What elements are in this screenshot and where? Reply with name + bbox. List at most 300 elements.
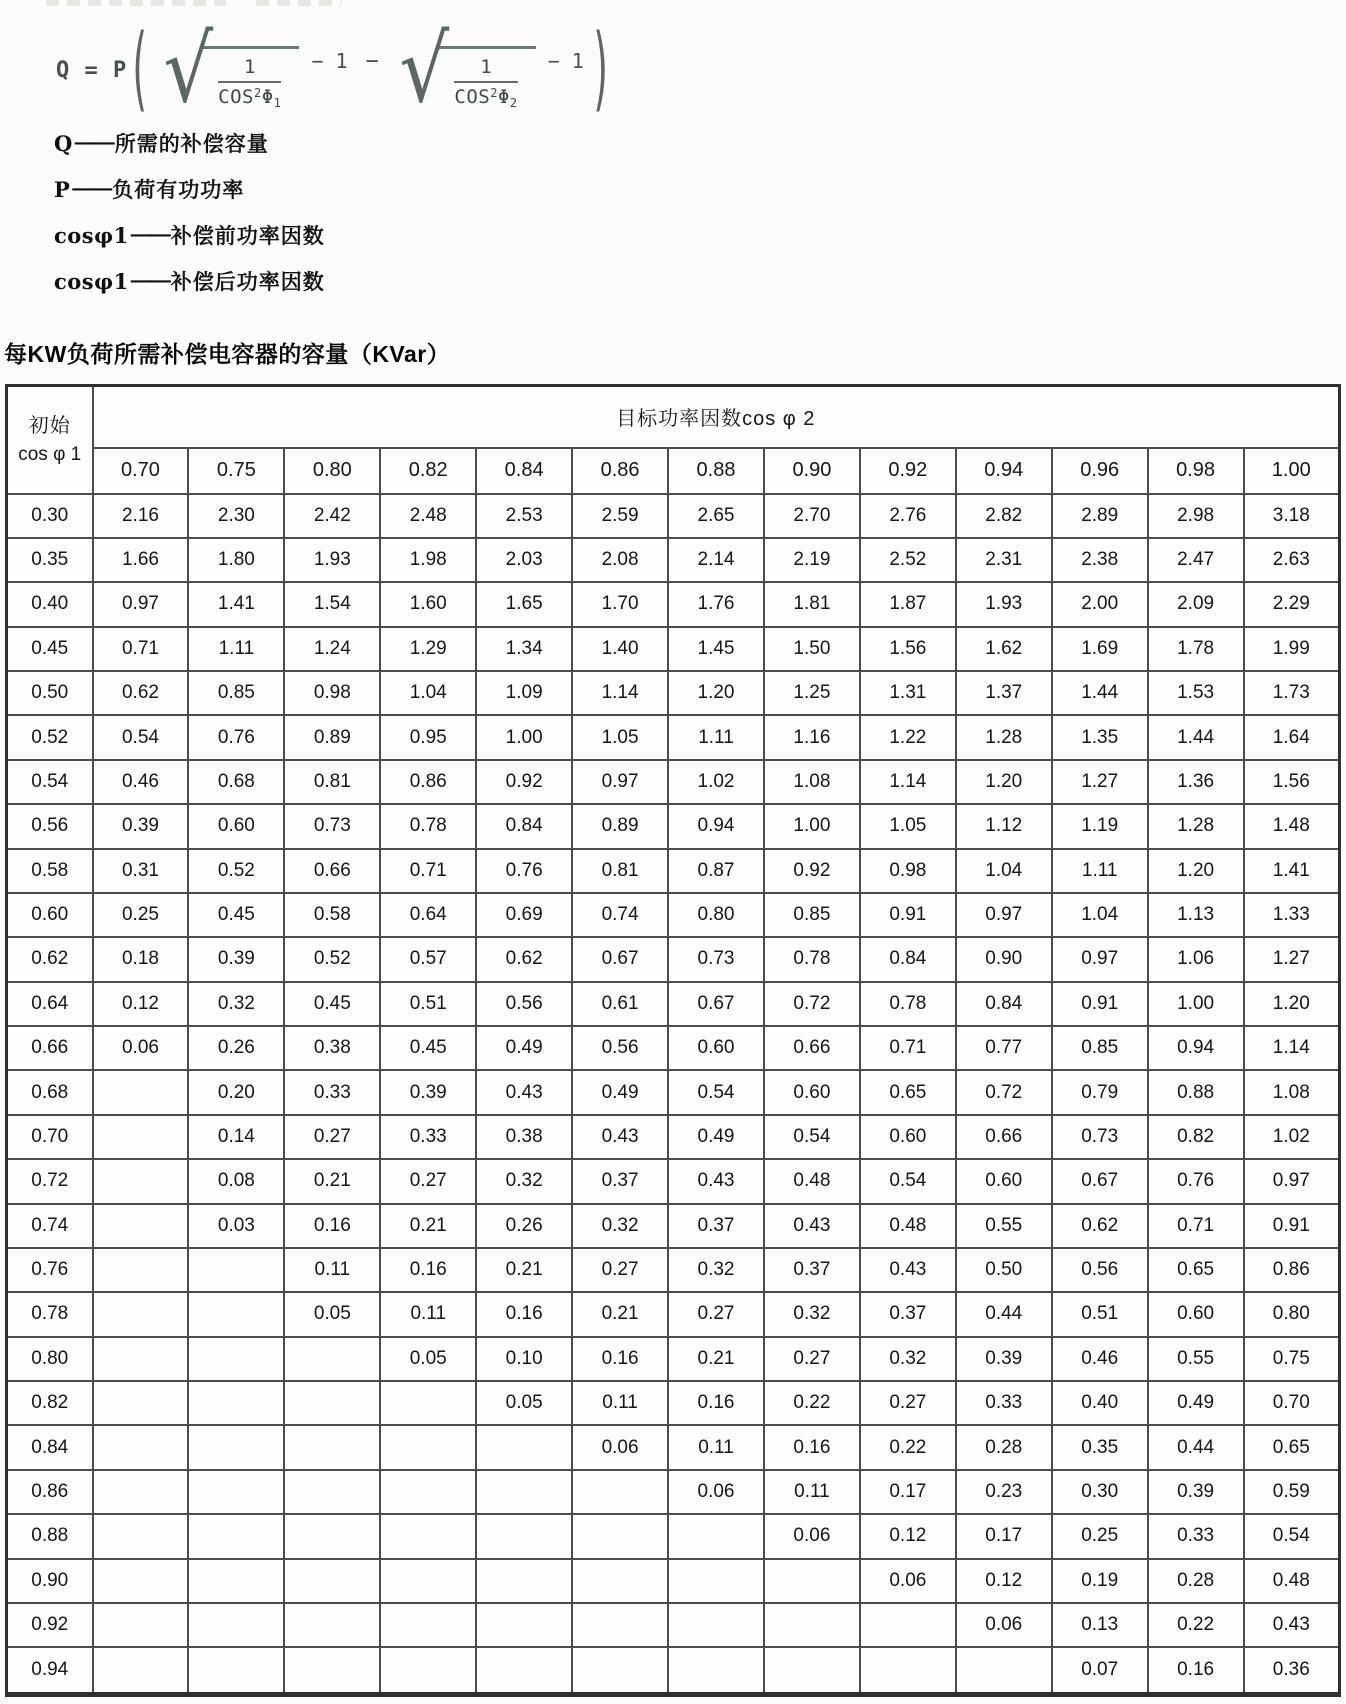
value-cell: 1.27 (1052, 760, 1148, 804)
value-cell: 0.92 (764, 849, 860, 893)
value-cell: 0.71 (93, 627, 189, 671)
value-cell: 1.37 (956, 671, 1052, 715)
value-cell: 1.56 (1244, 760, 1340, 804)
value-cell: 1.14 (1244, 1026, 1340, 1070)
table-row (7, 937, 1340, 981)
value-cell: 1.31 (860, 671, 956, 715)
value-cell (572, 1603, 668, 1647)
value-cell: 0.37 (572, 1159, 668, 1203)
value-cell: 0.60 (860, 1115, 956, 1159)
text-fragment (46, 0, 226, 6)
value-cell: 0.55 (1148, 1337, 1244, 1381)
value-cell (284, 1559, 380, 1603)
value-cell (93, 1603, 189, 1647)
value-cell: 1.08 (1244, 1070, 1340, 1114)
value-cell: 0.49 (476, 1026, 572, 1070)
value-cell: 1.14 (572, 671, 668, 715)
row-label: 0.64 (7, 982, 93, 1026)
value-cell: 0.76 (476, 849, 572, 893)
row-label: 0.88 (7, 1514, 93, 1558)
value-cell: 0.54 (668, 1070, 764, 1114)
row-label: 0.35 (7, 538, 93, 582)
value-cell: 0.26 (188, 1026, 284, 1070)
compensation-capacity-table (5, 384, 1341, 1697)
value-cell: 0.11 (668, 1425, 764, 1469)
value-cell: 1.09 (476, 671, 572, 715)
value-cell: 0.32 (860, 1337, 956, 1381)
table-row (7, 627, 1340, 671)
value-cell: 1.08 (764, 760, 860, 804)
value-cell: 0.48 (1244, 1559, 1340, 1603)
value-cell: 0.85 (764, 893, 860, 937)
row-label: 0.86 (7, 1470, 93, 1514)
row-label: 0.94 (7, 1647, 93, 1694)
value-cell: 2.65 (668, 494, 764, 538)
value-cell: 0.70 (1244, 1381, 1340, 1425)
value-cell: 2.47 (1148, 538, 1244, 582)
row-label: 0.62 (7, 937, 93, 981)
value-cell: 1.02 (668, 760, 764, 804)
value-cell: 0.39 (1148, 1470, 1244, 1514)
value-cell: 1.34 (476, 627, 572, 671)
value-cell: 0.65 (860, 1070, 956, 1114)
value-cell: 1.62 (956, 627, 1052, 671)
value-cell: 0.71 (380, 849, 476, 893)
formula-lhs: Q = P (56, 57, 128, 83)
fraction-2 (454, 56, 517, 111)
value-cell: 0.66 (764, 1026, 860, 1070)
corner-line1: 初始 (28, 414, 71, 437)
subscript: 1 (273, 96, 282, 110)
value-cell: 2.08 (572, 538, 668, 582)
value-cell: 1.48 (1244, 804, 1340, 848)
value-cell: 2.14 (668, 538, 764, 582)
table-row (7, 1159, 1340, 1203)
value-cell: 0.46 (93, 760, 189, 804)
value-cell: 0.97 (956, 893, 1052, 937)
column-header: 0.92 (860, 448, 956, 494)
value-cell: 0.54 (764, 1115, 860, 1159)
value-cell: 0.16 (764, 1425, 860, 1469)
value-cell: 0.82 (1148, 1115, 1244, 1159)
value-cell: 0.84 (860, 937, 956, 981)
value-cell: 0.91 (860, 893, 956, 937)
value-cell: 0.33 (380, 1115, 476, 1159)
value-cell: 0.60 (668, 1026, 764, 1070)
value-cell: 0.86 (1244, 1248, 1340, 1292)
value-cell: 2.76 (860, 494, 956, 538)
dash: —— (72, 177, 111, 200)
value-cell: 0.37 (860, 1292, 956, 1336)
definition-text: 负荷有功功率 (112, 179, 245, 202)
table-row (7, 582, 1340, 626)
value-cell: 1.27 (1244, 937, 1340, 981)
value-cell (188, 1559, 284, 1603)
value-cell: 0.43 (860, 1248, 956, 1292)
value-cell (284, 1514, 380, 1558)
value-cell: 1.20 (1244, 982, 1340, 1026)
value-cell: 1.11 (1052, 849, 1148, 893)
value-cell: 0.06 (572, 1425, 668, 1469)
value-cell: 0.27 (764, 1337, 860, 1381)
value-cell: 0.48 (764, 1159, 860, 1203)
value-cell: 1.00 (476, 715, 572, 759)
value-cell: 0.22 (860, 1425, 956, 1469)
value-cell: 0.49 (572, 1070, 668, 1114)
value-cell: 1.11 (188, 627, 284, 671)
value-cell: 1.73 (1244, 671, 1340, 715)
value-cell: 1.70 (572, 582, 668, 626)
target-pf-header: 目标功率因数cos φ 2 (93, 386, 1340, 448)
value-cell (380, 1425, 476, 1469)
value-cell: 0.49 (668, 1115, 764, 1159)
dash: —— (130, 269, 169, 292)
value-cell (284, 1381, 380, 1425)
table-row (7, 538, 1340, 582)
value-cell (93, 1559, 189, 1603)
value-cell: 1.00 (1148, 982, 1244, 1026)
value-cell: 0.46 (1052, 1337, 1148, 1381)
table-row (7, 1248, 1340, 1292)
column-header: 0.98 (1148, 448, 1244, 494)
value-cell: 0.16 (668, 1381, 764, 1425)
value-cell: 0.60 (188, 804, 284, 848)
value-cell: 0.60 (1148, 1292, 1244, 1336)
value-cell: 0.16 (380, 1248, 476, 1292)
value-cell: 0.76 (1148, 1159, 1244, 1203)
column-header: 0.96 (1052, 448, 1148, 494)
value-cell: 1.05 (860, 804, 956, 848)
value-cell: 0.12 (860, 1514, 956, 1558)
table-row (7, 1204, 1340, 1248)
symbol: cosφ1 (54, 222, 129, 248)
value-cell: 1.05 (572, 715, 668, 759)
value-cell: 0.56 (1052, 1248, 1148, 1292)
value-cell: 0.84 (956, 982, 1052, 1026)
value-cell: 1.53 (1148, 671, 1244, 715)
value-cell: 0.21 (380, 1204, 476, 1248)
definition-p (54, 166, 325, 212)
value-cell: 1.50 (764, 627, 860, 671)
column-header: 0.82 (380, 448, 476, 494)
value-cell: 0.54 (93, 715, 189, 759)
table-row (7, 893, 1340, 937)
value-cell: 0.81 (284, 760, 380, 804)
value-cell: 0.59 (1244, 1470, 1340, 1514)
value-cell: 1.25 (764, 671, 860, 715)
value-cell: 0.13 (1052, 1603, 1148, 1647)
value-cell (668, 1647, 764, 1694)
symbol-definitions (54, 120, 325, 304)
value-cell: 0.65 (1148, 1248, 1244, 1292)
value-cell (188, 1292, 284, 1336)
value-cell (380, 1470, 476, 1514)
row-label: 0.80 (7, 1337, 93, 1381)
value-cell: 2.70 (764, 494, 860, 538)
value-cell: 1.93 (956, 582, 1052, 626)
value-cell: 0.32 (572, 1204, 668, 1248)
row-label: 0.74 (7, 1204, 93, 1248)
open-paren: ( (132, 15, 148, 124)
value-cell: 0.43 (572, 1115, 668, 1159)
value-cell: 0.43 (764, 1204, 860, 1248)
value-cell: 0.62 (476, 937, 572, 981)
value-cell: 0.45 (284, 982, 380, 1026)
value-cell (93, 1381, 189, 1425)
value-cell: 0.56 (476, 982, 572, 1026)
value-cell: 0.74 (572, 893, 668, 937)
value-cell: 0.43 (476, 1070, 572, 1114)
phi-symbol: Φ (497, 86, 510, 108)
value-cell: 1.93 (284, 538, 380, 582)
value-cell: 0.64 (380, 893, 476, 937)
corner-header (7, 386, 93, 494)
value-cell: 0.21 (668, 1337, 764, 1381)
subscript: 2 (509, 96, 518, 110)
value-cell: 0.16 (572, 1337, 668, 1381)
value-cell: 0.71 (1148, 1204, 1244, 1248)
value-cell: 0.06 (668, 1470, 764, 1514)
value-cell: 0.39 (380, 1070, 476, 1114)
value-cell: 0.89 (284, 715, 380, 759)
value-cell (572, 1514, 668, 1558)
value-cell: 0.21 (572, 1292, 668, 1336)
table-row (7, 1647, 1340, 1694)
value-cell: 2.03 (476, 538, 572, 582)
value-cell: 0.95 (380, 715, 476, 759)
value-cell (860, 1647, 956, 1694)
value-cell: 1.28 (1148, 804, 1244, 848)
table-row (7, 1514, 1340, 1558)
value-cell (93, 1425, 189, 1469)
value-cell (476, 1559, 572, 1603)
exponent: 2 (490, 86, 498, 100)
value-cell: 2.38 (1052, 538, 1148, 582)
value-cell: 1.87 (860, 582, 956, 626)
value-cell (380, 1559, 476, 1603)
cos-text: COS (218, 86, 254, 108)
value-cell: 0.81 (572, 849, 668, 893)
value-cell (380, 1514, 476, 1558)
value-cell: 0.30 (1052, 1470, 1148, 1514)
table-row (7, 1559, 1340, 1603)
table-row (7, 1292, 1340, 1336)
minus-one-2: − 1 (547, 49, 584, 73)
value-cell: 2.42 (284, 494, 380, 538)
value-cell (284, 1470, 380, 1514)
value-cell: 0.33 (284, 1070, 380, 1114)
value-cell: 0.25 (1052, 1514, 1148, 1558)
radicand (438, 46, 535, 111)
value-cell: 0.97 (1052, 937, 1148, 981)
value-cell (188, 1337, 284, 1381)
value-cell: 1.04 (1052, 893, 1148, 937)
definition-text: 补偿前功率因数 (170, 225, 325, 248)
value-cell: 0.69 (476, 893, 572, 937)
value-cell: 1.41 (188, 582, 284, 626)
value-cell (93, 1337, 189, 1381)
value-cell: 0.27 (572, 1248, 668, 1292)
value-cell: 0.43 (1244, 1603, 1340, 1647)
value-cell: 1.54 (284, 582, 380, 626)
value-cell: 1.16 (764, 715, 860, 759)
column-header-row (7, 448, 1340, 494)
value-cell: 0.27 (284, 1115, 380, 1159)
value-cell: 0.48 (860, 1204, 956, 1248)
value-cell: 0.39 (956, 1337, 1052, 1381)
table-row (7, 1470, 1340, 1514)
symbol: P (54, 176, 71, 202)
value-cell (93, 1647, 189, 1694)
value-cell: 1.69 (1052, 627, 1148, 671)
value-cell: 0.05 (284, 1292, 380, 1336)
value-cell: 0.32 (188, 982, 284, 1026)
value-cell: 0.94 (1148, 1026, 1244, 1070)
value-cell: 0.75 (1244, 1337, 1340, 1381)
radical-2 (395, 16, 536, 123)
minus-one-1: − 1 (311, 49, 348, 73)
value-cell: 0.73 (284, 804, 380, 848)
value-cell (188, 1647, 284, 1694)
row-label: 0.58 (7, 849, 93, 893)
cropped-text-remnant (46, 0, 346, 7)
value-cell (284, 1425, 380, 1469)
value-cell: 0.98 (860, 849, 956, 893)
value-cell: 0.11 (284, 1248, 380, 1292)
row-label: 0.92 (7, 1603, 93, 1647)
value-cell: 1.04 (956, 849, 1052, 893)
value-cell: 0.77 (956, 1026, 1052, 1070)
value-cell: 0.89 (572, 804, 668, 848)
value-cell: 1.20 (956, 760, 1052, 804)
table-row (7, 1026, 1340, 1070)
fraction-bar (218, 81, 281, 84)
value-cell: 0.37 (764, 1248, 860, 1292)
value-cell: 1.22 (860, 715, 956, 759)
value-cell: 2.48 (380, 494, 476, 538)
value-cell: 0.52 (188, 849, 284, 893)
value-cell: 1.64 (1244, 715, 1340, 759)
value-cell: 2.00 (1052, 582, 1148, 626)
value-cell (188, 1381, 284, 1425)
value-cell: 0.11 (764, 1470, 860, 1514)
value-cell: 0.33 (956, 1381, 1052, 1425)
value-cell: 0.71 (860, 1026, 956, 1070)
dash: —— (130, 223, 169, 246)
numerator: 1 (480, 55, 492, 78)
value-cell (284, 1337, 380, 1381)
value-cell: 1.33 (1244, 893, 1340, 937)
value-cell: 0.65 (1244, 1425, 1340, 1469)
value-cell: 0.45 (380, 1026, 476, 1070)
value-cell: 1.81 (764, 582, 860, 626)
value-cell: 0.22 (764, 1381, 860, 1425)
definition-text: 所需的补偿容量 (114, 133, 269, 156)
column-header: 0.80 (284, 448, 380, 494)
value-cell: 0.78 (860, 982, 956, 1026)
value-cell: 0.33 (1148, 1514, 1244, 1558)
value-cell: 0.40 (1052, 1381, 1148, 1425)
value-cell: 0.12 (93, 982, 189, 1026)
value-cell (188, 1470, 284, 1514)
value-cell: 0.73 (1052, 1115, 1148, 1159)
value-cell (860, 1603, 956, 1647)
value-cell: 0.03 (188, 1204, 284, 1248)
value-cell: 1.76 (668, 582, 764, 626)
definition-cosphi1-before (54, 212, 325, 258)
value-cell: 1.20 (1148, 849, 1244, 893)
cos-text: COS (454, 86, 491, 108)
header-row-span (7, 386, 1340, 448)
value-cell: 0.07 (1052, 1647, 1148, 1694)
table-row (7, 760, 1340, 804)
definition-cosphi1-after (54, 258, 325, 304)
value-cell (572, 1470, 668, 1514)
value-cell (380, 1647, 476, 1694)
value-cell: 0.23 (956, 1470, 1052, 1514)
value-cell (188, 1248, 284, 1292)
sqrt-sign: √ (162, 16, 213, 123)
value-cell: 0.84 (476, 804, 572, 848)
value-cell (93, 1159, 189, 1203)
value-cell (476, 1647, 572, 1694)
exponent: 2 (253, 86, 262, 100)
value-cell: 1.98 (380, 538, 476, 582)
value-cell: 0.32 (668, 1248, 764, 1292)
value-cell (956, 1647, 1052, 1694)
value-cell: 0.43 (668, 1159, 764, 1203)
value-cell: 1.60 (380, 582, 476, 626)
value-cell: 0.68 (188, 760, 284, 804)
value-cell: 0.25 (93, 893, 189, 937)
row-label: 0.72 (7, 1159, 93, 1203)
row-label: 0.52 (7, 715, 93, 759)
value-cell (668, 1514, 764, 1558)
value-cell: 0.57 (380, 937, 476, 981)
table-row (7, 982, 1340, 1026)
value-cell: 2.30 (188, 494, 284, 538)
value-cell: 0.73 (668, 937, 764, 981)
value-cell: 2.53 (476, 494, 572, 538)
value-cell: 0.12 (956, 1559, 1052, 1603)
value-cell: 0.97 (1244, 1159, 1340, 1203)
value-cell: 1.04 (380, 671, 476, 715)
value-cell: 1.41 (1244, 849, 1340, 893)
corner-line2: cos φ 1 (18, 443, 82, 465)
row-label: 0.66 (7, 1026, 93, 1070)
value-cell: 0.67 (668, 982, 764, 1026)
value-cell: 0.10 (476, 1337, 572, 1381)
value-cell: 0.22 (1148, 1603, 1244, 1647)
column-header: 0.94 (956, 448, 1052, 494)
column-header: 0.88 (668, 448, 764, 494)
table-row (7, 1603, 1340, 1647)
value-cell (380, 1381, 476, 1425)
value-cell: 0.16 (284, 1204, 380, 1248)
value-cell: 0.39 (93, 804, 189, 848)
value-cell: 0.60 (764, 1070, 860, 1114)
table-row (7, 1337, 1340, 1381)
value-cell (572, 1559, 668, 1603)
value-cell: 0.36 (1244, 1647, 1340, 1694)
value-cell: 2.31 (956, 538, 1052, 582)
value-cell: 2.59 (572, 494, 668, 538)
value-cell (188, 1425, 284, 1469)
value-cell: 0.97 (93, 582, 189, 626)
value-cell: 0.92 (476, 760, 572, 804)
value-cell: 0.85 (188, 671, 284, 715)
row-label: 0.56 (7, 804, 93, 848)
